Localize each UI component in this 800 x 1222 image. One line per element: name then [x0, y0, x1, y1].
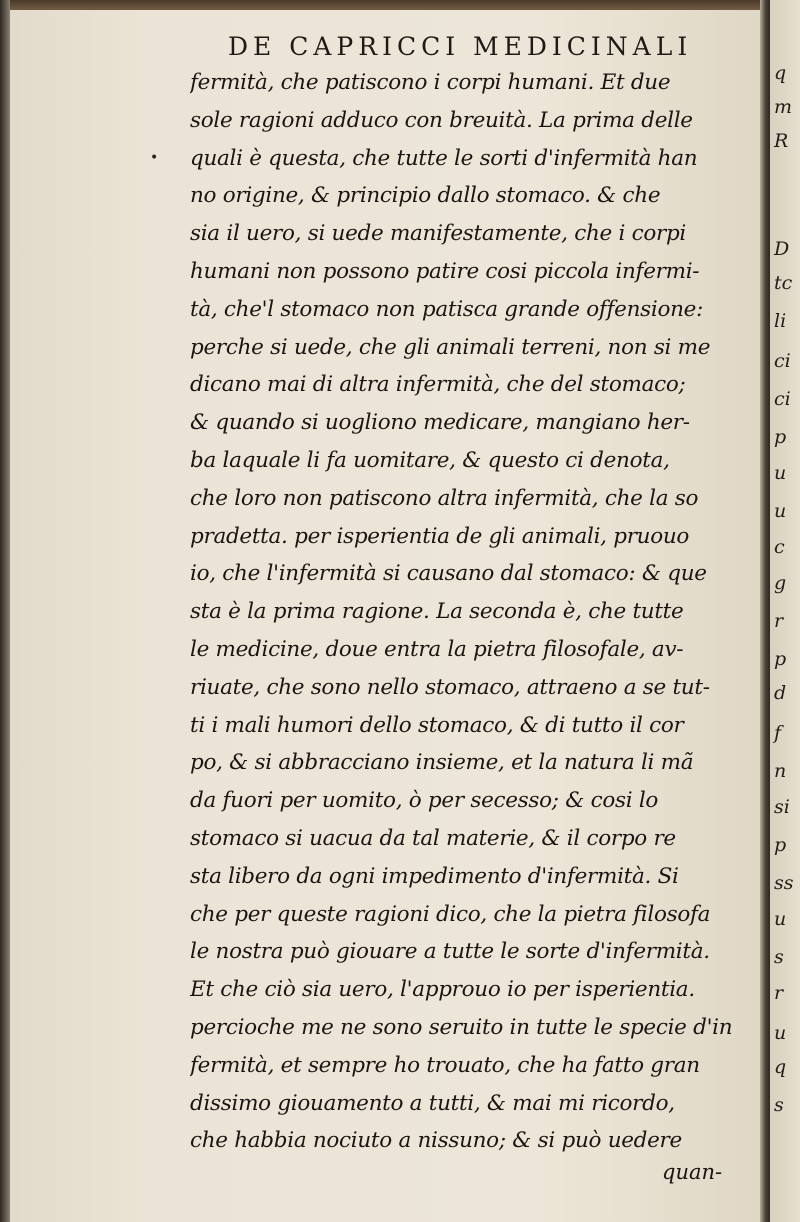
text-line: stomaco si uacua da tal materie, & il corpo re [190, 825, 676, 851]
facing-page-fragment: u [774, 500, 787, 522]
facing-page-fragment: u [774, 908, 787, 930]
text-line: no origine, & principio dallo stomaco. & che [190, 183, 661, 209]
text-line: ti i mali humori dello stomaco, & di tutto il cor [190, 712, 684, 738]
facing-page-fragment: tc [774, 272, 793, 294]
text-line: fermità, et sempre ho trouato, che ha fatto gran [190, 1052, 700, 1078]
facing-page-fragment: D [774, 238, 790, 260]
text-line: po, & si abbracciano insieme, et la natura li mã [190, 750, 694, 776]
facing-page-fragment: m [774, 96, 793, 118]
text-line: sole ragioni adduco con breuità. La prima delle [190, 107, 693, 133]
text-line: riuate, che sono nello stomaco, attraeno a se tut- [190, 674, 710, 700]
text-line: ba laquale li fa uomitare, & questo ci denota, [190, 447, 670, 473]
facing-page-fragment: p [774, 648, 787, 670]
text-line: da fuori per uomito, ò per secesso; & cosi lo [190, 788, 659, 814]
facing-page-fragment: g [774, 572, 787, 594]
margin-mark: • [150, 150, 159, 166]
text-line: tà, che'l stomaco non patisca grande offensione: [190, 296, 704, 322]
text-line: che per queste ragioni dico, che la pietra filosofa [190, 901, 711, 927]
text-line: sta è la prima ragione. La seconda è, che tutte [190, 599, 684, 625]
book-gutter [760, 0, 770, 1222]
text-line: perche si uede, che gli animali terreni, non si me [190, 334, 711, 360]
facing-page-fragment: ci [774, 350, 791, 372]
facing-page-fragment: f [774, 722, 782, 744]
text-line: le nostra può giouare a tutte le sorte d'infermità. [190, 939, 710, 965]
text-line: percioche me ne sono seruito in tutte le specie d'in [190, 1014, 733, 1040]
text-line: quali è questa, che tutte le sorti d'infermità han [190, 145, 698, 171]
text-line: io, che l'infermità si causano dal stomaco: & que [190, 561, 707, 587]
facing-page-fragment: r [774, 610, 784, 632]
text-line: che loro non patiscono altra infermità, che la so [190, 485, 699, 511]
text-line: humani non possono patire cosi piccola infermi- [190, 258, 700, 284]
facing-page-fragment: p [774, 834, 787, 856]
text-line: sta libero da ogni impedimento d'infermità. Si [190, 863, 679, 889]
facing-page-fragment: li [774, 310, 787, 332]
facing-page-fragment: q [774, 1056, 787, 1078]
facing-page-fragment: u [774, 462, 787, 484]
facing-page-fragment: n [774, 760, 787, 782]
catchword: quan- [662, 1160, 723, 1184]
text-line: dicano mai di altra infermità, che del stomaco; [190, 372, 686, 398]
facing-page-fragment: s [774, 946, 784, 968]
text-line: pradetta. per isperientia de gli animali, pruouo [190, 523, 690, 549]
facing-page-fragment: q [774, 62, 787, 84]
facing-page-fragment: r [774, 982, 784, 1004]
facing-page-fragment: d [774, 682, 787, 704]
facing-page-fragment: si [774, 796, 790, 818]
facing-page-edge [770, 0, 800, 1222]
text-line: & quando si uogliono medicare, mangiano her- [190, 410, 690, 436]
facing-page-fragment: c [774, 536, 785, 558]
text-line: dissimo giouamento a tutti, & mai mi ricordo, [190, 1090, 675, 1116]
facing-page-fragment: p [774, 426, 787, 448]
text-line: fermità, che patiscono i corpi humani. Et due [190, 70, 671, 95]
facing-page-fragment: u [774, 1022, 787, 1044]
facing-page-fragment: ss [774, 872, 794, 894]
facing-page-fragment: ci [774, 388, 791, 410]
running-head: DE CAPRICCI MEDICINALI [228, 32, 693, 61]
facing-page-fragment: s [774, 1094, 784, 1116]
text-line: che habbia nociuto a nissuno; & si può uedere [190, 1128, 682, 1154]
text-line: Et che ciò sia uero, l'approuo io per isperientia. [190, 977, 695, 1003]
text-line: sia il uero, si uede manifestamente, che i corpi [190, 221, 686, 247]
book-left-edge [0, 0, 10, 1222]
facing-page-fragment: R [774, 130, 789, 152]
text-block [190, 64, 752, 1160]
text-line: le medicine, doue entra la pietra filosofale, av- [190, 636, 684, 662]
